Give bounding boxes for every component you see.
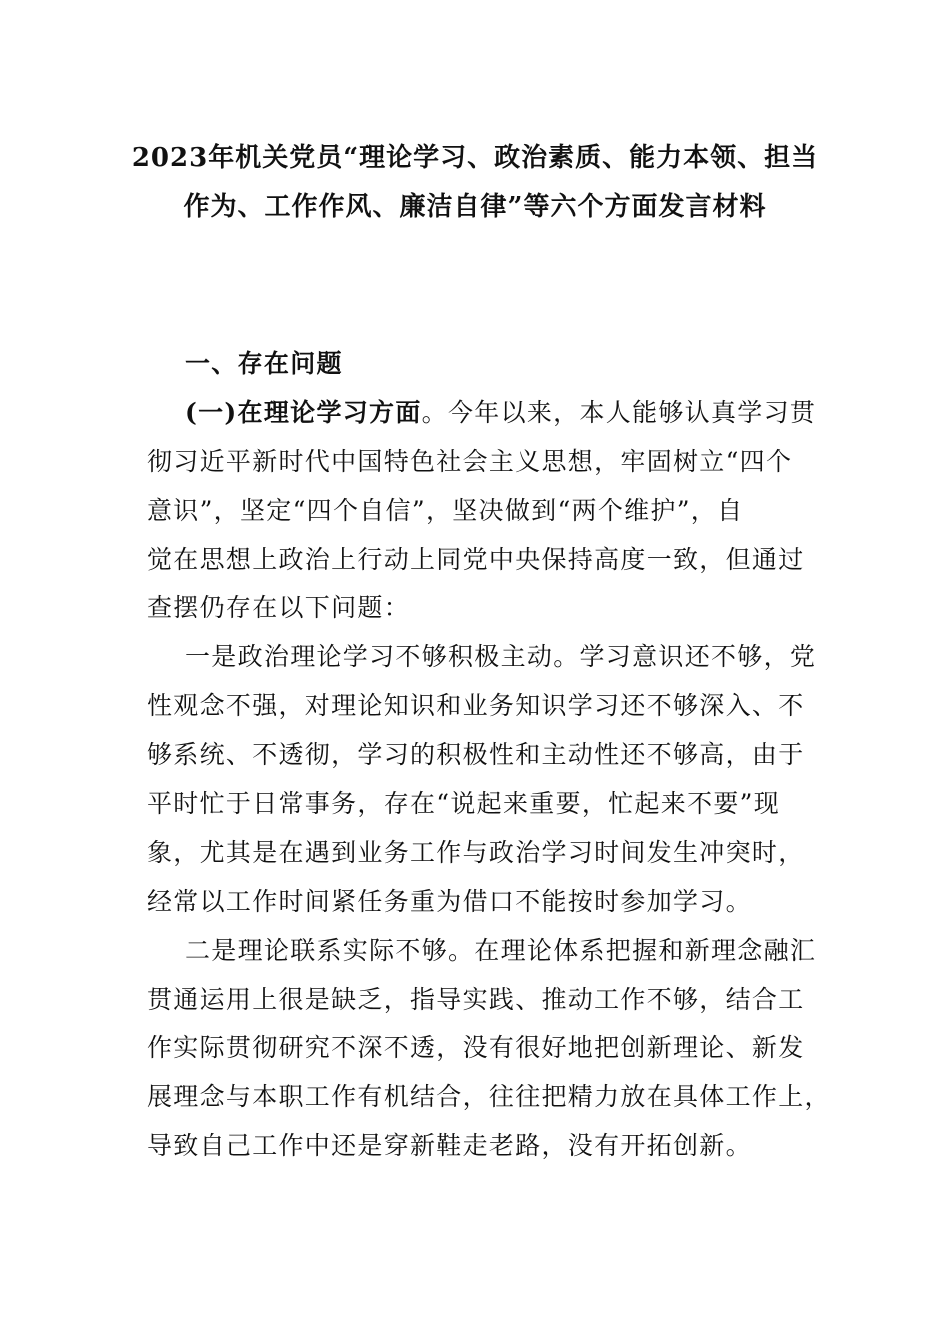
paragraph-line: 作实际贯彻研究不深不透，没有很好地把创新理论、新发 bbox=[147, 1033, 805, 1063]
paragraph-line: 导致自己工作中还是穿新鞋走老路，没有开拓创新。 bbox=[147, 1131, 752, 1161]
paragraph-line: 平时忙于日常事务，存在“说起来重要，忙起来不要”现 bbox=[147, 789, 781, 819]
paragraph-line: 意识”，坚定“四个自信”，坚决做到“两个维护”，自 bbox=[147, 495, 744, 525]
paragraph-line: 经常以工作时间紧任务重为借口不能按时参加学习。 bbox=[147, 886, 752, 916]
document-title-line-2: 作为、工作作风、廉洁自律”等六个方面发言材料 bbox=[183, 192, 767, 222]
paragraph-text: 。今年以来，本人能够认真学习贯 bbox=[421, 397, 817, 427]
paragraph-line: 象，尤其是在遇到业务工作与政治学习时间发生冲突时， bbox=[147, 837, 805, 867]
paragraph-line: 性观念不强，对理论知识和业务知识学习还不够深入、不 bbox=[147, 691, 805, 721]
paragraph-line: 一是政治理论学习不够积极主动。学习意识还不够，党 bbox=[185, 642, 817, 672]
paragraph-line: 二是理论联系实际不够。在理论体系把握和新理念融汇 bbox=[185, 935, 817, 965]
paragraph-line: 彻习近平新时代中国特色社会主义思想，牢固树立“四个 bbox=[147, 446, 793, 476]
paragraph-line: 觉在思想上政治上行动上同党中央保持高度一致，但通过 bbox=[147, 544, 805, 574]
document-title-line-1: 2023年机关党员“理论学习、政治素质、能力本领、担当 bbox=[131, 143, 819, 173]
paragraph-line bbox=[147, 389, 817, 438]
paragraph-line: 贯通运用上很是缺乏，指导实践、推动工作不够，结合工 bbox=[147, 984, 805, 1014]
section-heading: 一、存在问题 bbox=[185, 349, 343, 378]
paragraph-line: 够系统、不透彻，学习的积极性和主动性还不够高，由于 bbox=[147, 740, 805, 770]
paragraph-line: 查摆仍存在以下问题： bbox=[147, 593, 411, 623]
paragraph-line: 展理念与本职工作有机结合，往往把精力放在具体工作上， bbox=[147, 1082, 831, 1112]
document-body bbox=[147, 340, 831, 1171]
subsection-label: (一)在理论学习方面 bbox=[185, 397, 422, 427]
